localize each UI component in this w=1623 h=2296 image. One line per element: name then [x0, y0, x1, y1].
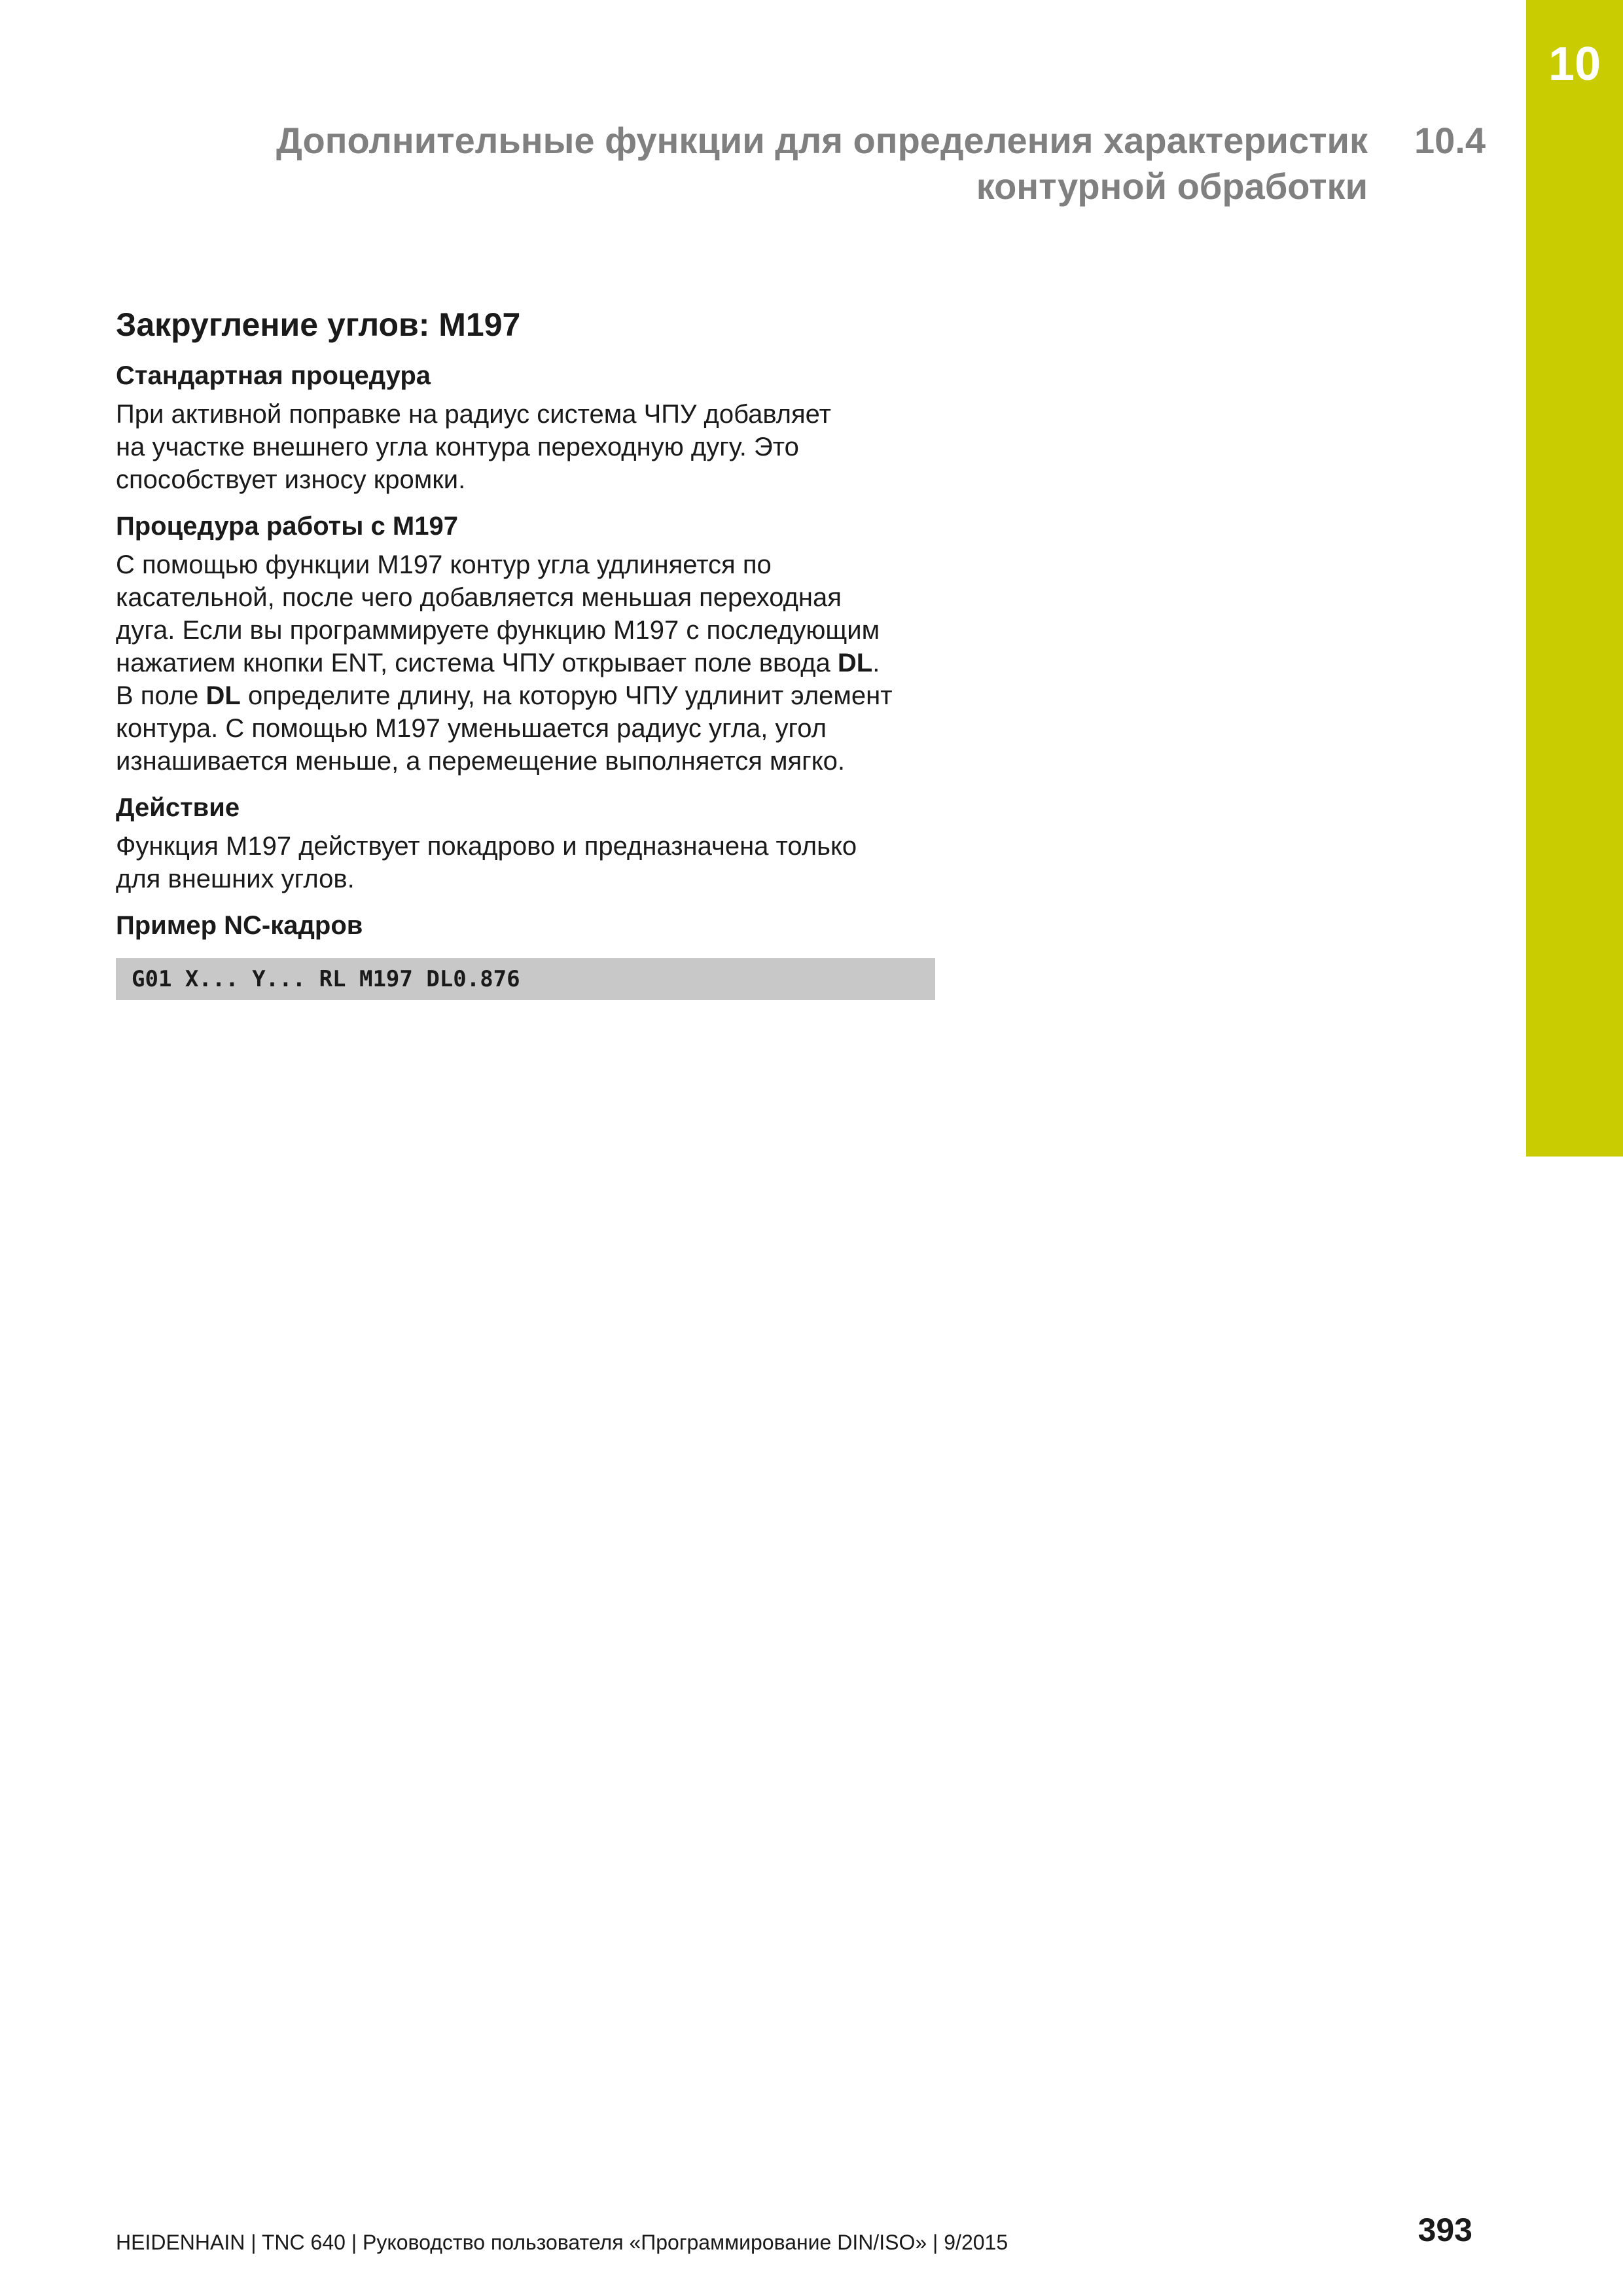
running-header-title: [196, 118, 1368, 209]
text-run: нажатием кнопки ENT, система ЧПУ открывает поле ввода: [116, 649, 838, 677]
section-number: 10.4: [1414, 120, 1486, 161]
chapter-tab: [1526, 0, 1623, 1157]
subheading-standard: Стандартная процедура: [116, 361, 431, 390]
text-run: определите длину, на которую ЧПУ удлинит элемент: [240, 681, 893, 710]
paragraph-line: Функция M197 действует покадрово и предназначена только: [116, 832, 857, 861]
subheading-example: Пример NC-кадров: [116, 911, 363, 940]
subheading-effect: Действие: [116, 793, 240, 822]
paragraph-line: способствует износу кромки.: [116, 465, 466, 494]
paragraph-line: для внешних углов.: [116, 865, 355, 893]
nc-code-line: G01 X... Y... RL M197 DL0.876: [132, 966, 520, 992]
text-run: .: [872, 649, 880, 677]
paragraph-line: [116, 679, 935, 712]
paragraph-line: При активной поправке на радиус система ЧПУ добавляет: [116, 400, 831, 429]
section-title: Закругление углов: M197: [116, 306, 521, 343]
field-name-dl: DL: [205, 681, 241, 710]
subheading-procedure: Процедура работы с M197: [116, 512, 458, 541]
paragraph-line: [116, 647, 935, 679]
paragraph-line: дуга. Если вы программируете функцию M197 с последующим: [116, 616, 880, 645]
paragraph-line: на участке внешнего угла контура переходную дугу. Это: [116, 433, 799, 461]
text-run: В поле: [116, 681, 206, 710]
page-number: 393: [1418, 2212, 1472, 2248]
paragraph-line: изнашивается меньше, а перемещение выполняется мягко.: [116, 747, 846, 776]
running-header-line-1: Дополнительные функции для определения характеристик: [276, 120, 1368, 161]
footer-text: HEIDENHAIN | TNC 640 | Руководство пользователя «Программирование DIN/ISO» | 9/2015: [116, 2231, 1008, 2254]
paragraph-line: контура. С помощью M197 уменьшается радиус угла, угол: [116, 714, 827, 743]
running-header-line-2: контурной обработки: [976, 166, 1368, 207]
paragraph-line: касательной, после чего добавляется меньшая переходная: [116, 583, 842, 612]
main-content: [116, 302, 935, 1000]
paragraph-line: С помощью функции M197 контур угла удлиняется по: [116, 550, 772, 579]
code-block: [116, 958, 935, 1000]
field-name-dl: DL: [837, 649, 873, 677]
chapter-number: 10: [1548, 38, 1601, 90]
